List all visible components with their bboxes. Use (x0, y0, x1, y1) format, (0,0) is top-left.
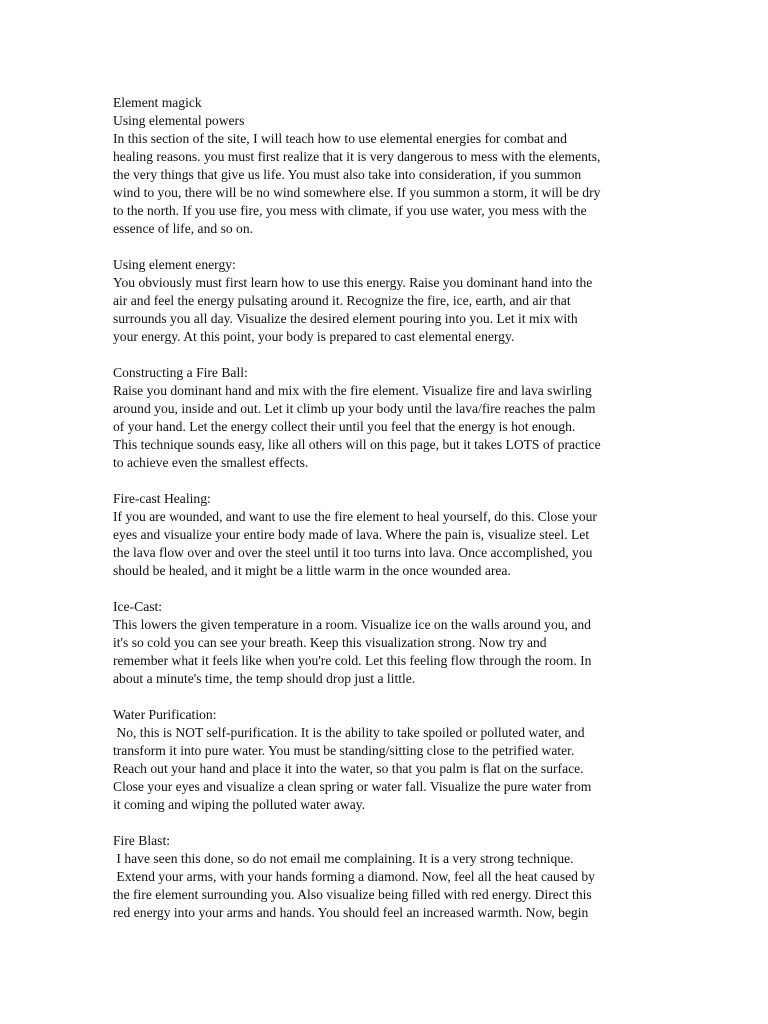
section-line: air and feel the energy pulsating around it. Recognize the fire, ice, earth, and air that (113, 293, 571, 308)
section-ice-cast (113, 598, 658, 688)
section-line: the fire element surrounding you. Also visualize being filled with red energy. Direct this (113, 887, 592, 902)
section-water-purification (113, 706, 658, 814)
document-page (113, 94, 658, 922)
section-line: Reach out your hand and place it into the water, so that you palm is flat on the surface. (113, 761, 584, 776)
intro-line: to the north. If you use fire, you mess with climate, if you use water, you mess with the (113, 203, 587, 218)
section-line: I have seen this done, so do not email me complaining. It is a very strong technique. (113, 851, 574, 866)
section-line: your energy. At this point, your body is prepared to cast elemental energy. (113, 329, 515, 344)
section-fire-ball (113, 364, 658, 472)
section-line: red energy into your arms and hands. You should feel an increased warmth. Now, begin (113, 905, 589, 920)
section-heading: Fire-cast Healing: (113, 491, 211, 506)
section-using-element-energy (113, 256, 658, 346)
section-line: This technique sounds easy, like all others will on this page, but it takes LOTS of practice (113, 437, 601, 452)
paragraph-gap (113, 238, 658, 256)
section-line: should be healed, and it might be a little warm in the once wounded area. (113, 563, 511, 578)
paragraph-gap (113, 814, 658, 832)
section-line: Raise you dominant hand and mix with the fire element. Visualize fire and lava swirling (113, 383, 592, 398)
intro-line: wind to you, there will be no wind somewhere else. If you summon a storm, it will be dry (113, 185, 601, 200)
section-heading: Ice-Cast: (113, 599, 163, 614)
intro-line: essence of life, and so on. (113, 221, 254, 236)
section-line: to achieve even the smallest effects. (113, 455, 309, 470)
paragraph-gap (113, 472, 658, 490)
paragraph-gap (113, 688, 658, 706)
section-fire-blast (113, 832, 658, 922)
section-line: If you are wounded, and want to use the fire element to heal yourself, do this. Close your (113, 509, 597, 524)
section-line: This lowers the given temperature in a room. Visualize ice on the walls around you, and (113, 617, 591, 632)
section-fire-cast-healing (113, 490, 658, 580)
section-heading: Using element energy: (113, 257, 236, 272)
section-line: about a minute's time, the temp should drop just a little. (113, 671, 416, 686)
section-line: it coming and wiping the polluted water away. (113, 797, 366, 812)
section-line: surrounds you all day. Visualize the desired element pouring into you. Let it mix with (113, 311, 578, 326)
section-heading: Water Purification: (113, 707, 217, 722)
section-line: Close your eyes and visualize a clean spring or water fall. Visualize the pure water from (113, 779, 592, 794)
paragraph-gap (113, 580, 658, 598)
intro-line: In this section of the site, I will teach how to use elemental energies for combat and (113, 131, 567, 146)
section-line: transform it into pure water. You must be standing/sitting close to the petrified water. (113, 743, 575, 758)
document-title: Element magick (113, 95, 202, 110)
section-line: No, this is NOT self-purification. It is the ability to take spoiled or polluted water, and (113, 725, 585, 740)
intro-line: the very things that give us life. You must also take into consideration, if you summon (113, 167, 582, 182)
section-line: it's so cold you can see your breath. Keep this visualization strong. Now try and (113, 635, 547, 650)
section-heading: Fire Blast: (113, 833, 171, 848)
section-line: remember what it feels like when you're cold. Let this feeling flow through the room. In (113, 653, 592, 668)
section-line: the lava flow over and over the steel until it too turns into lava. Once accomplished, you (113, 545, 593, 560)
section-heading: Constructing a Fire Ball: (113, 365, 248, 380)
paragraph-gap (113, 346, 658, 364)
document-subtitle: Using elemental powers (113, 113, 245, 128)
intro-line: healing reasons. you must first realize that it is very dangerous to mess with the elements, (113, 149, 601, 164)
section-line: of your hand. Let the energy collect their until you feel that the energy is hot enough. (113, 419, 576, 434)
section-line: around you, inside and out. Let it climb up your body until the lava/fire reaches the palm (113, 401, 596, 416)
section-line: You obviously must first learn how to use this energy. Raise you dominant hand into the (113, 275, 593, 290)
section-line: Extend your arms, with your hands forming a diamond. Now, feel all the heat caused by (113, 869, 595, 884)
section-line: eyes and visualize your entire body made of lava. Where the pain is, visualize steel. Let (113, 527, 590, 542)
intro-paragraph (113, 130, 658, 238)
